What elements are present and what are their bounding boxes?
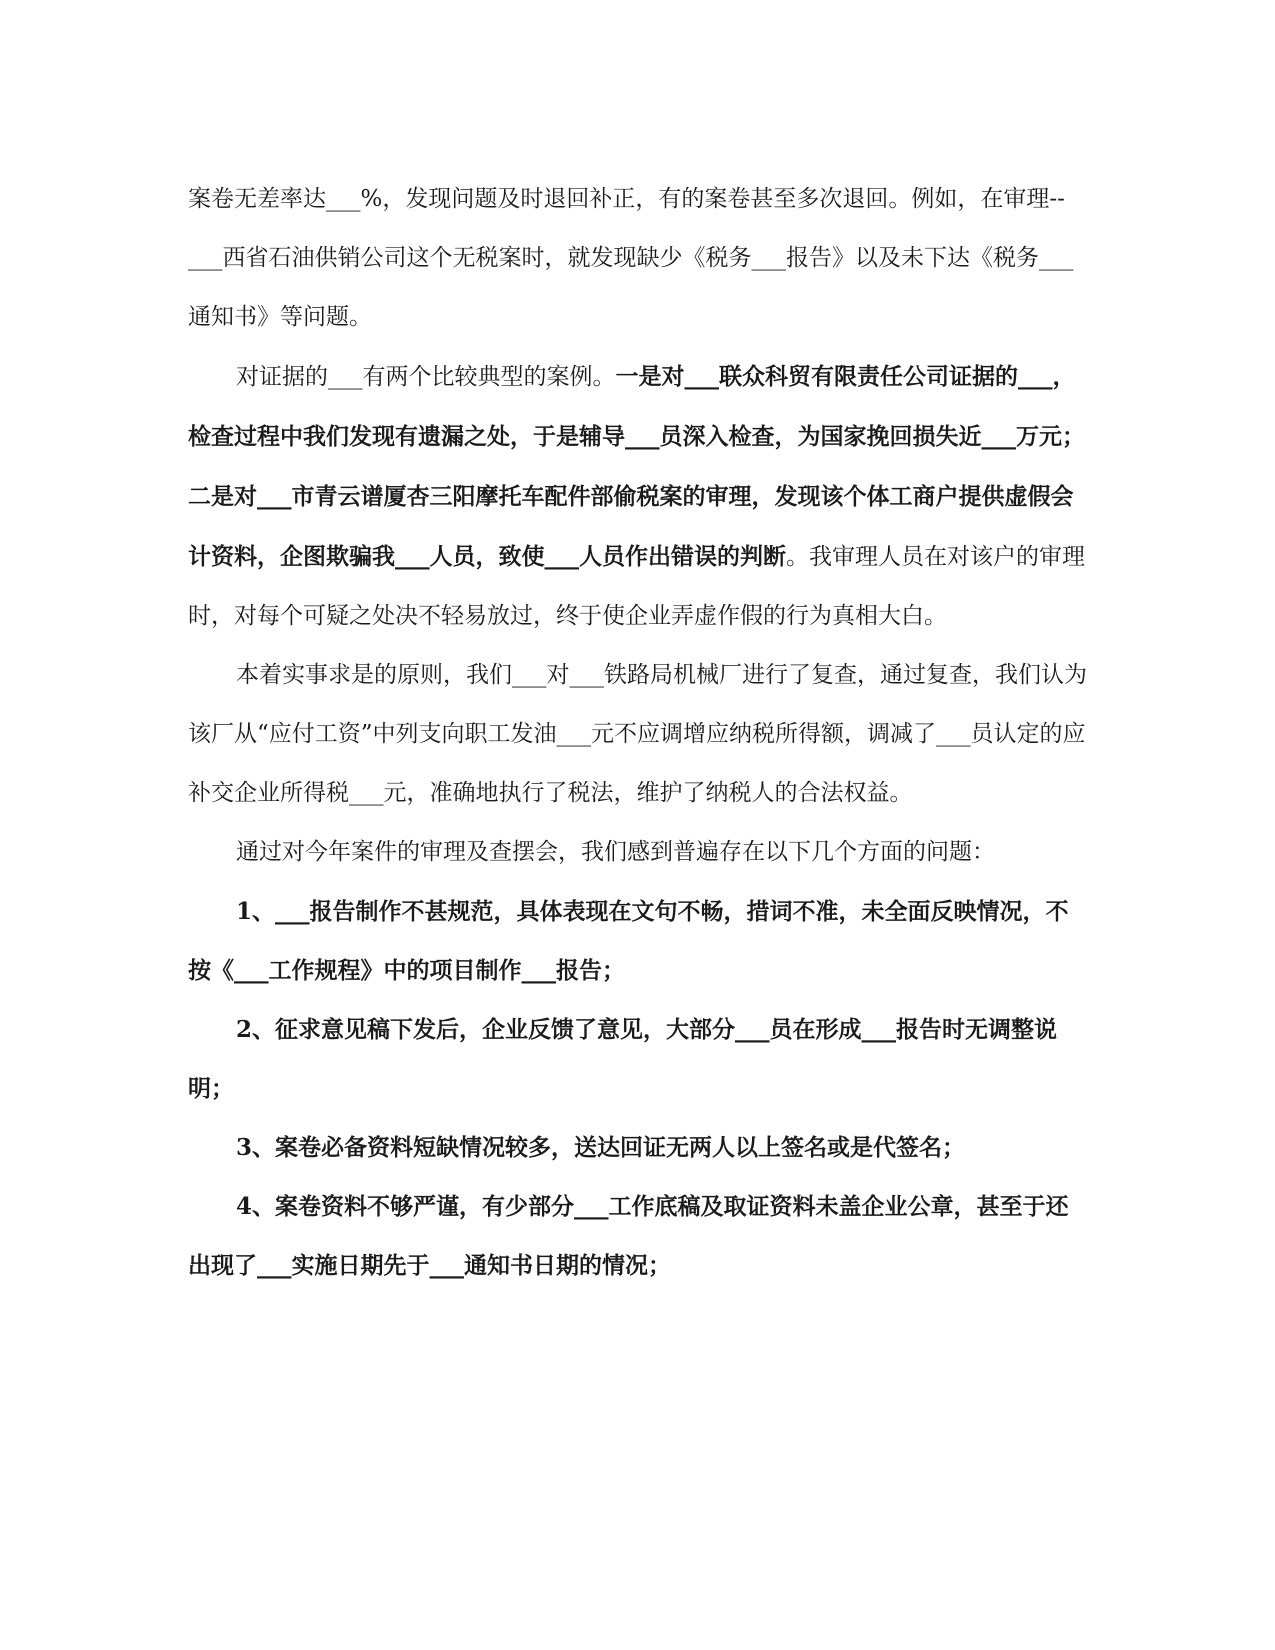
- list-item-3: 3、案卷必备资料短缺情况较多，送达回证无两人以上签名或是代签名；: [236, 1134, 966, 1161]
- paragraph-3-bold: 一是对___联众科贸有限责任公司证据的___，检查过程中我们发现有遗漏之处，于是辅导___员深入检查，为国家挽回损失近___万元；二是对___市青云谱厦杏三阳摩托车配件部偷税案的审理，发现该个体工商户提供虚假会计资料，企图欺骗我___人员，致使___人员作出错误的判断: [188, 363, 1085, 570]
- list-item-2: 2、征求意见稿下发后，企业反馈了意见，大部分___员在形成___报告时无调整说明；: [188, 1016, 1058, 1102]
- paragraph-3-lead: 对证据的___有两个比较典型的案例。: [236, 364, 616, 390]
- paragraph-4: 本着实事求是的原则，我们___对___铁路局机械厂进行了复查，通过复查，我们认为该厂从“应付工资”中列支向职工发油___元不应调增应纳税所得额，调减了___员认定的应补交企业所得税___元，准确地执行了税法，维护了纳税人的合法权益。: [188, 662, 1087, 806]
- paragraph-1: 案卷无差率达___%，发现问题及时退回补正，有的案卷甚至多次退回。例如，在审理--: [188, 186, 1065, 212]
- paragraph-2: ___西省石油供销公司这个无税案时，就发现缺少《税务___报告》以及未下达《税务___通知书》等问题。: [188, 245, 1074, 330]
- list-item-4: 4、案卷资料不够严谨，有少部分___工作底稿及取证资料未盖企业公章，甚至于还出现了___实施日期先于___通知书日期的情况；: [188, 1193, 1069, 1279]
- paragraph-5: 通过对今年案件的审理及查摆会，我们感到普遍存在以下几个方面的问题：: [236, 839, 995, 865]
- paragraph-3: [188, 347, 1088, 646]
- list-item-1: 1、___报告制作不甚规范，具体表现在文句不畅，措词不准，未全面反映情况，不按《___工作规程》中的项目制作___报告；: [188, 898, 1069, 984]
- paragraph-3-tail: 。我审理人员在对该户的审理时，对每个可疑之处决不轻易放过，终于使企业弄虚作假的行为真相大白。: [188, 544, 1085, 629]
- document-body: [188, 170, 1088, 1295]
